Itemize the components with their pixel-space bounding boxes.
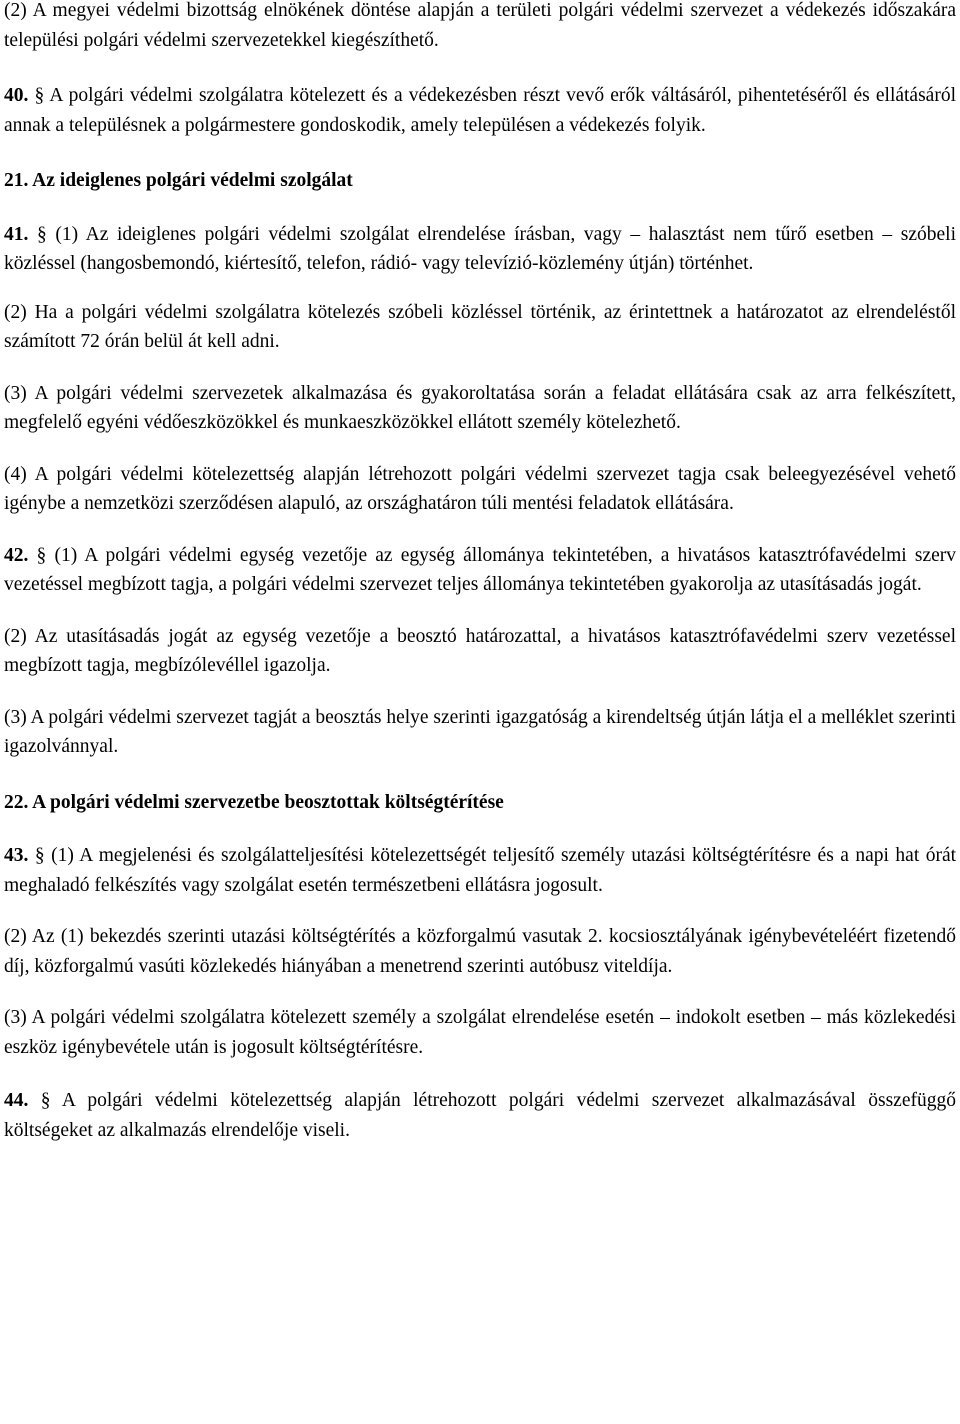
section-sign: § bbox=[34, 845, 45, 866]
section-text: A polgári védelmi szolgálatra kötelezett és a védekezésben részt vevő erők váltásáról, pihentetéséről és ellátásáról annak a településnek a polgármestere gondoskodik, amely településen a védekezés folyik. bbox=[4, 85, 956, 136]
section-42-paragraph-2: (2) Az utasításadás jogát az egység vezetője a beosztó határozattal, a hivatásos katasztrófavédelmi szerv vezetéssel megbízott tagja, megbízólevéllel igazolja. bbox=[4, 625, 956, 676]
heading-21: 21. Az ideiglenes polgári védelmi szolgálat bbox=[4, 170, 353, 191]
paragraph-text: (2) A megyei védelmi bizottság elnökének döntése alapján a területi polgári védelmi szervezet a védekezés időszakára települési polgári védelmi szervezetekkel kiegészíthető. bbox=[4, 0, 956, 51]
section-41-paragraph-1 bbox=[4, 220, 956, 279]
section-43-paragraph-1 bbox=[4, 841, 956, 900]
section-number: 41. bbox=[4, 223, 29, 245]
section-44 bbox=[4, 1086, 956, 1145]
section-number: 42. bbox=[4, 544, 29, 566]
section-sign: § bbox=[40, 1090, 51, 1111]
section-41-paragraph-2: (2) Ha a polgári védelmi szolgálatra kötelezés szóbeli közléssel történik, az érintettnek a határozatot az elrendeléstől számított 72 órán belül át kell adni. bbox=[4, 301, 956, 352]
paragraph-40-prev-2 bbox=[4, 0, 956, 55]
section-number: 43. bbox=[4, 845, 29, 866]
section-41-paragraph-4: (4) A polgári védelmi kötelezettség alapján létrehozott polgári védelmi szervezet tagja csak beleegyezésével vehető igénybe a nemzetközi szerződésen alapuló, az országhatáron túli mentési feladatok ellátására. bbox=[4, 463, 956, 514]
section-text: A polgári védelmi kötelezettség alapján létrehozott polgári védelmi szervezet alkalmazásával összefüggő költségeket az alkalmazás elrendelője viseli. bbox=[4, 1090, 956, 1141]
section-42-paragraph-3: (3) A polgári védelmi szervezet tagját a beosztás helye szerinti igazgatóság a kirendeltség útján látja el a melléklet szerinti igazolvánnyal. bbox=[4, 706, 956, 757]
document-page bbox=[4, 0, 956, 1424]
section-43-paragraph-2: (2) Az (1) bekezdés szerinti utazási költségtérítés a közforgalmú vasutak 2. kocsiosztályának igénybevételéért fizetendő díj, közforgalmú vasúti közlekedés hiányában a menetrend szerinti autóbusz viteldíja. bbox=[4, 926, 956, 977]
paragraph-text: (1) Az ideiglenes polgári védelmi szolgálat elrendelése írásban, vagy – halasztást nem tűrő esetben – szóbeli közléssel (hangosbemondó, kiértesítő, telefon, rádió- vagy televízió-közlemény útján) történhet. bbox=[4, 223, 956, 274]
paragraph-text: (1) A megjelenési és szolgálatteljesítési kötelezettségét teljesítő személy utazási költségtérítésre és a napi hat órát meghaladó felkészítés vagy szolgálat esetén természetbeni ellátásra jogosult. bbox=[4, 845, 957, 896]
section-number: 40. bbox=[4, 85, 29, 106]
paragraph-text: (1) A polgári védelmi egység vezetője az egység állománya tekintetében, a hivatásos katasztrófavédelmi szerv vezetéssel megbízott tagja, a polgári védelmi szervezet teljes állománya tekintetében gyakorolja az utasításadás jogát. bbox=[4, 544, 956, 595]
section-sign: § bbox=[34, 85, 45, 106]
section-number: 44. bbox=[4, 1090, 29, 1111]
section-sign: § bbox=[36, 223, 47, 245]
section-43-paragraph-3: (3) A polgári védelmi szolgálatra kötelezett személy a szolgálat elrendelése esetén – indokolt esetben – más közlekedési eszköz igénybevétele után is jogosult költségtérítésre. bbox=[4, 1007, 956, 1058]
section-42-paragraph-1 bbox=[4, 541, 956, 600]
section-sign: § bbox=[36, 544, 47, 566]
heading-22: 22. A polgári védelmi szervezetbe beosztottak költségtérítése bbox=[4, 791, 504, 813]
section-40 bbox=[4, 81, 956, 140]
section-41-paragraph-3: (3) A polgári védelmi szervezetek alkalmazása és gyakoroltatása során a feladat ellátására csak az arra felkészített, megfelelő egyéni védőeszközökkel és munkaeszközökkel ellátott személy kötelezhető. bbox=[4, 382, 956, 433]
